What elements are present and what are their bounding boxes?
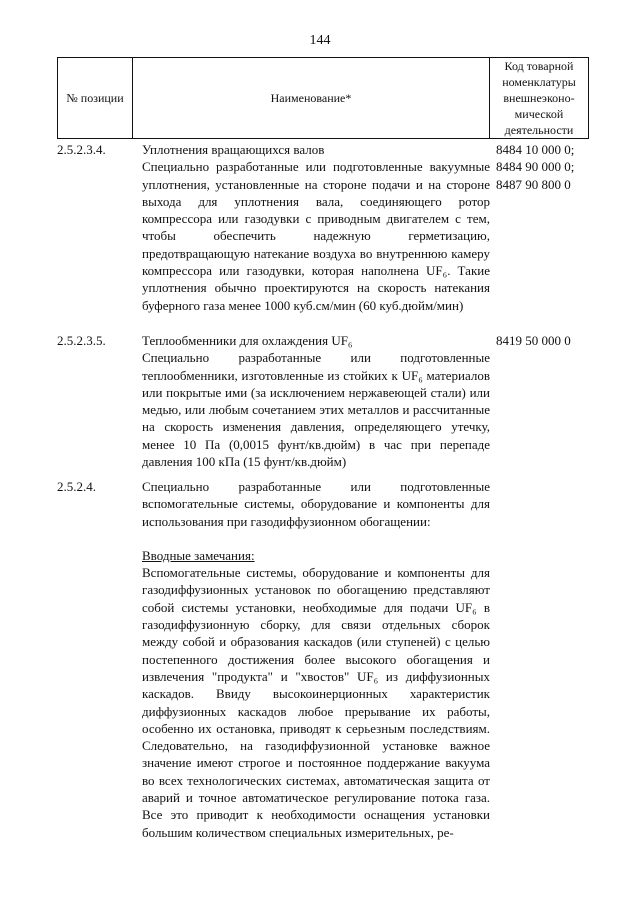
- page-number: 144: [309, 33, 331, 48]
- entry-number: 2.5.2.3.5.: [57, 333, 106, 348]
- entry: [57, 332, 589, 470]
- header-code: [490, 58, 589, 139]
- code: 8484 10 000 0;: [496, 142, 575, 157]
- header-name: Наименование*: [133, 58, 490, 139]
- entry-body: [142, 141, 490, 314]
- entry-body: [142, 478, 490, 841]
- entry-number: 2.5.2.3.4.: [57, 142, 106, 157]
- header-position: № позиции: [58, 58, 133, 139]
- header-code-line: Код товарной: [504, 59, 574, 73]
- intro-heading: Вводные замечания:: [142, 547, 255, 563]
- table-header: [57, 57, 589, 139]
- code: 8484 90 000 0;: [496, 159, 575, 175]
- intro-text: Вспомогательные системы, оборудование и компоненты для газодиффузионных установок по обогащению представляют собой системы установки, необходимые для подачи UF₆ в газодиффузионную сборку, для связи отдельных сборок между собой и образования каскадов (или ступеней) с целью постепенного достижения более высокого обогащения и извлечения "продукта" и "хвостов" UF₆ из диффузионных каскадов. Ввиду высокоинерционных характеристик диффузионных каскадов любое прерывание их работы, особенно их остановка, приводят к серьезным последствиям. Следовательно, на газодиффузионной установке важное значение имеют строгое и постоянное поддержание вакуума во всех технологических системах, автоматическая защита от аварий и точное автоматическое регулирование потока газа. Все это приводит к необходимости оснащения установки большим количеством специальных измерительных, ре-: [142, 565, 490, 840]
- code: 8419 50 000 0: [496, 333, 571, 348]
- entry-body: [142, 332, 490, 470]
- header-code-line: мической: [514, 107, 564, 121]
- entry: [57, 141, 589, 316]
- entry-text: Специально разработанные или подготовленные теплообменники, изготовленные из стойких к UF₆ материалов или покрытые ими (за исключением нержавеющей стали) или медью, или любым сочетанием этих металлов и рассчитанные на скорость изменения давления, определяющего утечку, менее 10 Па (0,0015 фунт/кв.дюйм) в час при перепаде давления 100 кПа (15 фунт/кв.дюйм): [142, 350, 490, 470]
- header-code-line: номенклатуры: [502, 75, 576, 89]
- entry-title: Теплообменники для охлаждения UF₆: [142, 333, 353, 348]
- entry: [57, 478, 589, 888]
- entry-codes: [496, 332, 596, 349]
- header-code-line: деятельности: [504, 123, 574, 137]
- code: 8487 90 800 0: [496, 176, 571, 192]
- entry-text: Специально разработанные или подготовленные вспомогательные системы, оборудование и компоненты для использования при газодиффузионном обогащении:: [142, 479, 490, 529]
- entry-title: Уплотнения вращающихся валов: [142, 142, 325, 157]
- entry-codes: [496, 141, 596, 193]
- entry-text: Специально разработанные или подготовленные вакуумные уплотнения, установленные на стороне подачи и на стороне выхода для уплотнения вала, соединяющего ротор компрессора или газодувки с приводным двигателем с тем, чтобы обеспечить надежную герметизацию, предотвращающую натекание воздуха во внутреннюю камеру компрессора или газодувки, которая наполнена UF₆. Такие уплотнения обычно проектируются на скорость натекания буферного газа менее 1000 куб.см/мин (60 куб.дюйм/мин): [142, 159, 490, 313]
- entry-number: 2.5.2.4.: [57, 479, 96, 494]
- header-code-line: внешнеэконо-: [503, 91, 575, 105]
